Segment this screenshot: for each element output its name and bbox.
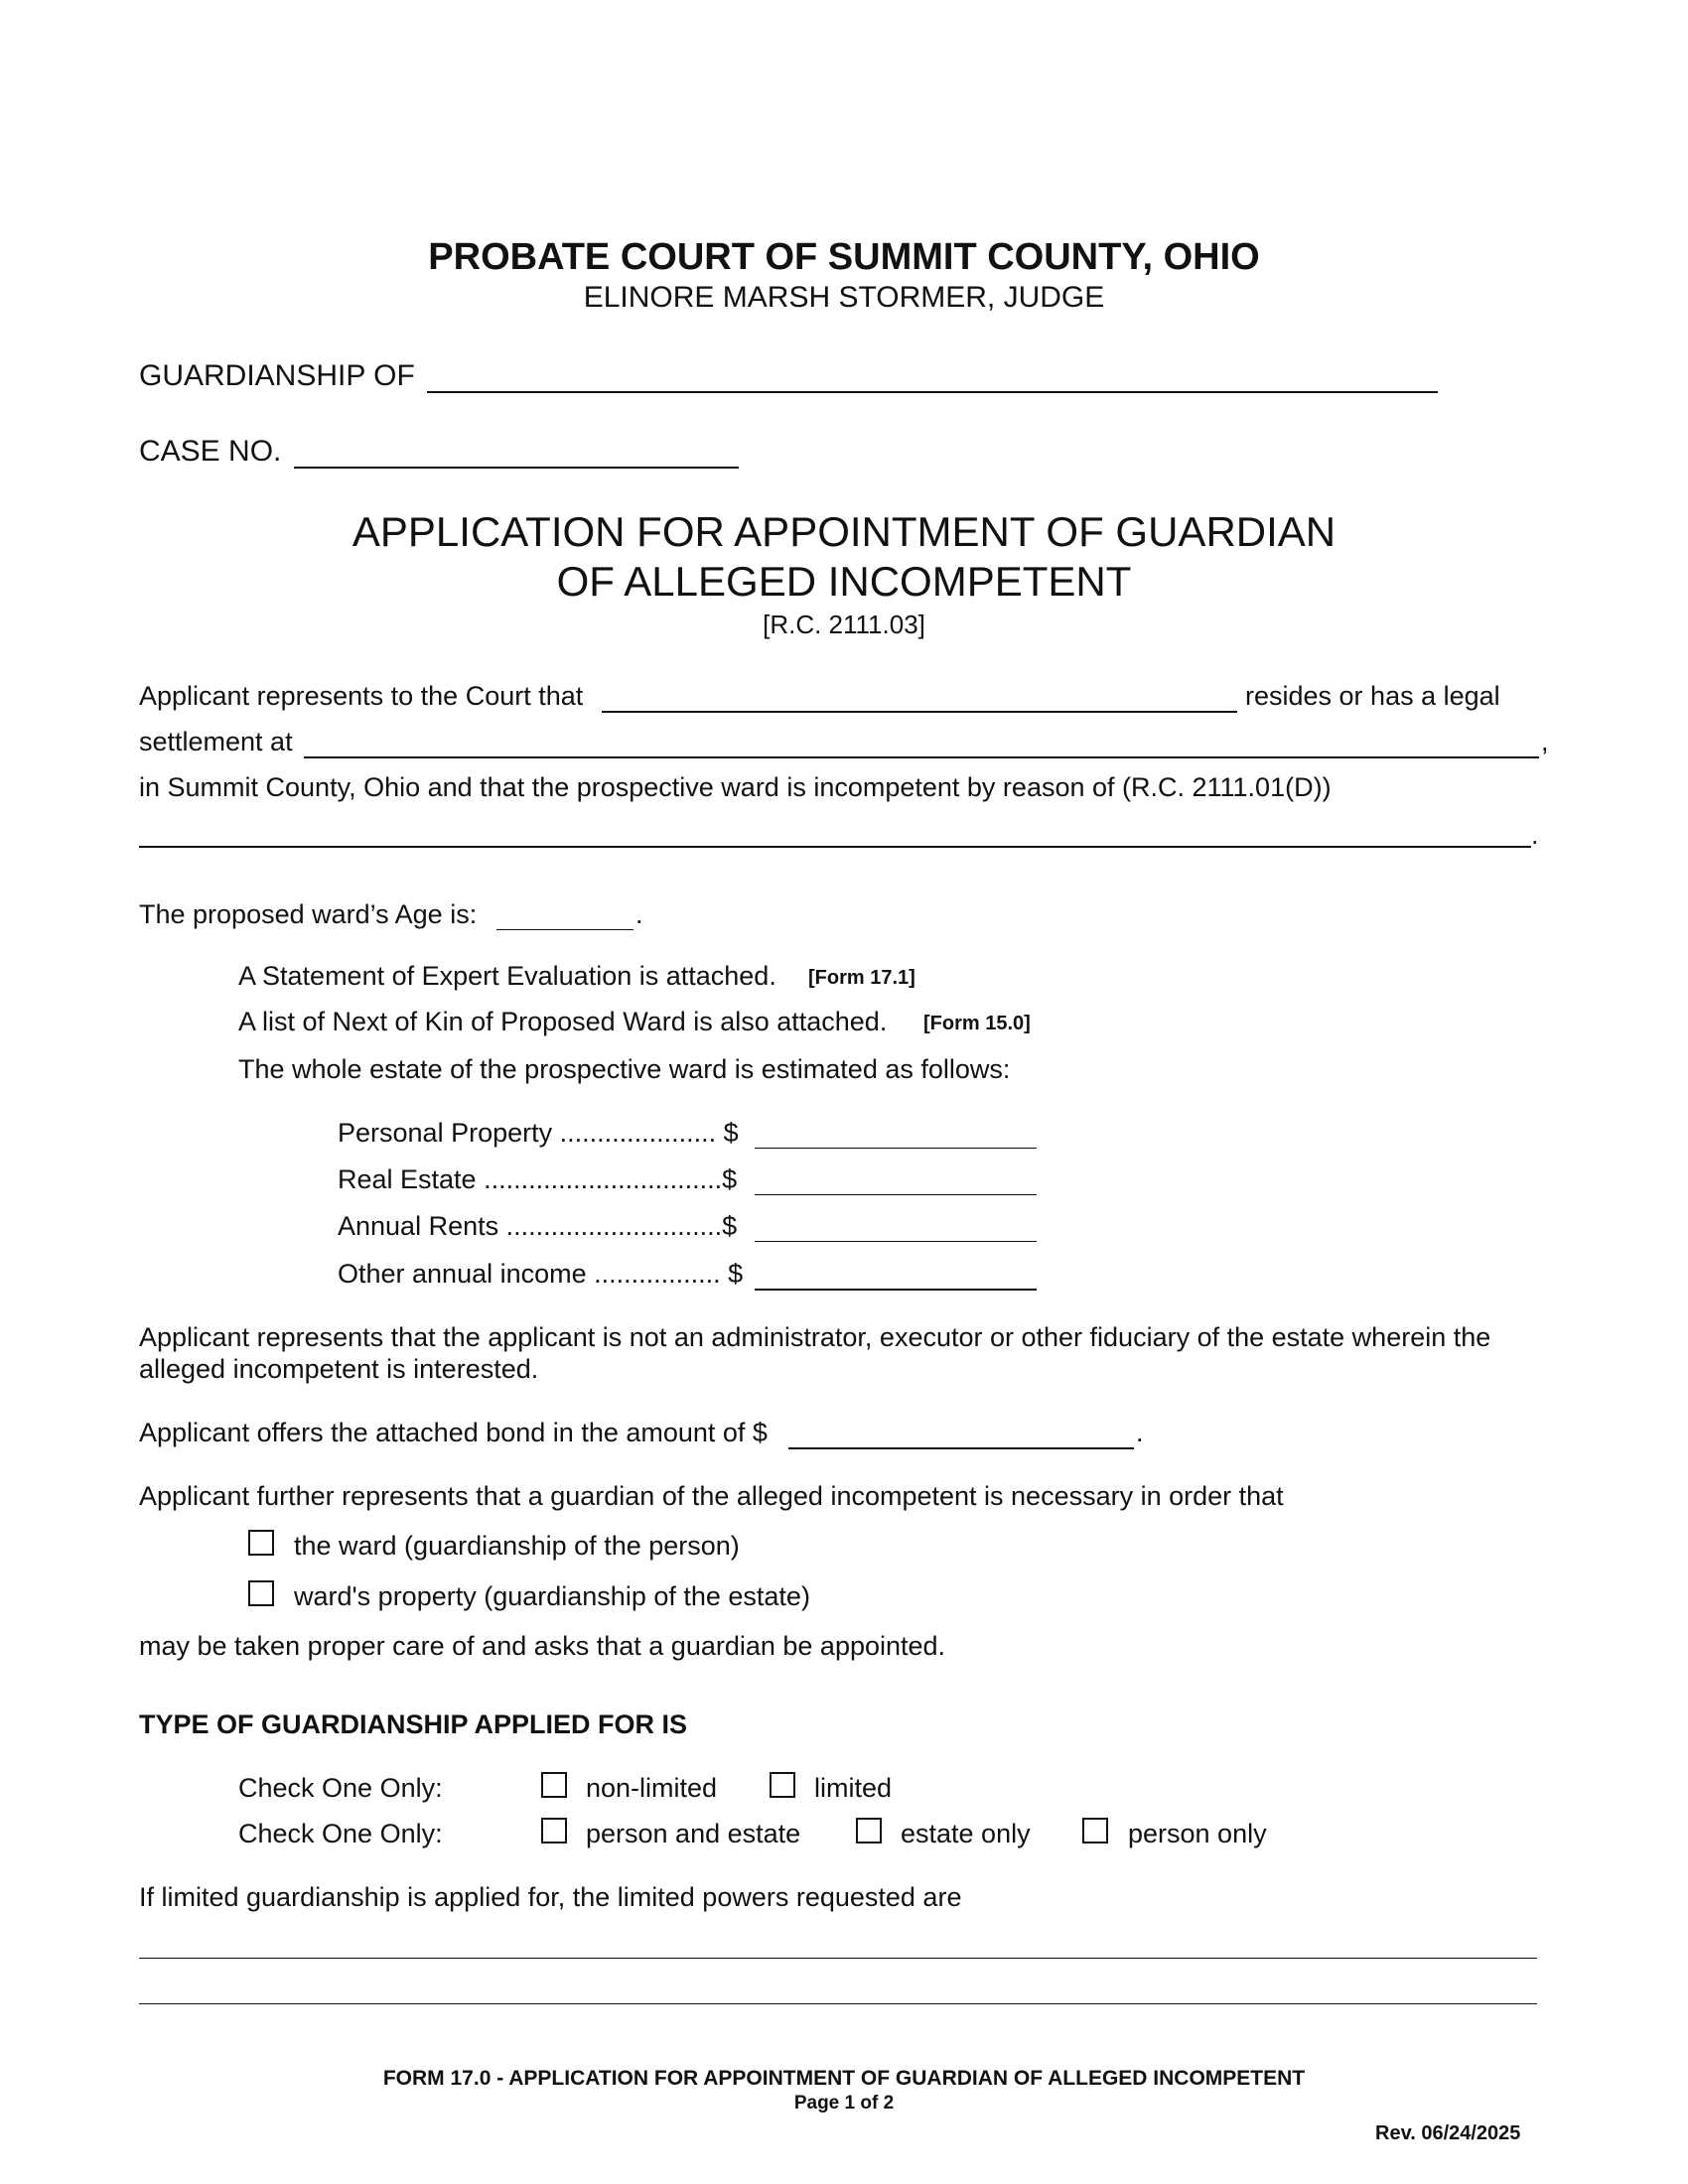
estate-other-income-input[interactable] (755, 1257, 1037, 1289)
person-and-estate-label: person and estate (586, 1819, 801, 1848)
estate-annual-rents-input[interactable] (755, 1209, 1037, 1241)
option-estate-label: ward's property (guardianship of the estate) (294, 1581, 810, 1611)
incompetence-reason-input[interactable] (139, 814, 1531, 846)
age-input[interactable] (496, 897, 633, 929)
checkbox-estate-only[interactable] (856, 1818, 882, 1843)
guardianship-of-label: GUARDIANSHIP OF (139, 359, 415, 392)
estate-personal-property-underline (755, 1148, 1037, 1149)
limited-powers-input-1[interactable] (139, 1926, 1537, 1958)
necessity-intro: Applicant further represents that a guardian of the alleged incompetent is necessary in order that (139, 1481, 1284, 1511)
footer-form-title: FORM 17.0 - APPLICATION FOR APPOINTMENT OF GUARDIAN OF ALLEGED INCOMPETENT (382, 2067, 1306, 2090)
type-row1-label: Check One Only: (238, 1773, 443, 1803)
estate-real-estate-label: Real Estate ................................$ (338, 1164, 738, 1194)
checkbox-person-only[interactable] (1082, 1818, 1108, 1843)
judge-name: ELINORE MARSH STORMER, JUDGE (583, 281, 1105, 314)
representation-line3: in Summit County, Ohio and that the prospective ward is incompetent by reason of (R.C. 2111.01(D)) (139, 772, 1332, 802)
type-heading: TYPE OF GUARDIANSHIP APPLIED FOR IS (139, 1709, 688, 1739)
incompetence-reason-underline (139, 846, 1531, 848)
form-title-line1: APPLICATION FOR APPOINTMENT OF GUARDIAN (352, 508, 1336, 555)
estate-other-income-underline (755, 1289, 1037, 1291)
bond-label: Applicant offers the attached bond in the amount of $ (139, 1418, 768, 1447)
checkbox-guardianship-person[interactable] (248, 1530, 274, 1556)
age-end: . (635, 899, 643, 929)
estate-personal-property-input[interactable] (755, 1116, 1037, 1148)
fiduciary-line2: alleged incompetent is interested. (139, 1354, 539, 1384)
estate-annual-rents-underline (755, 1241, 1037, 1242)
statute-citation: [R.C. 2111.03] (763, 610, 925, 639)
case-no-input[interactable] (294, 433, 739, 465)
case-no-underline (294, 467, 739, 469)
limited-powers-line2 (139, 2003, 1537, 2004)
case-no-label: CASE NO. (139, 435, 282, 468)
residence-name-underline (602, 711, 1237, 713)
estate-real-estate-input[interactable] (755, 1162, 1037, 1194)
guardianship-of-input[interactable] (427, 357, 1438, 389)
form-title-line2: OF ALLEGED INCOMPETENT (556, 558, 1132, 605)
limited-powers-input-2[interactable] (139, 1972, 1537, 2003)
representation-line4-end: . (1531, 820, 1539, 850)
next-of-kin-text: A list of Next of Kin of Proposed Ward is also attached. (238, 1007, 888, 1036)
estate-only-label: estate only (901, 1819, 1031, 1848)
representation-line2-start: settlement at (139, 727, 293, 756)
revision-date: Rev. 06/24/2025 (1375, 2122, 1521, 2144)
age-label: The proposed ward’s Age is: (139, 899, 478, 929)
limited-powers-line1 (139, 1958, 1537, 1959)
prospective-ward-name-input[interactable] (602, 679, 1237, 711)
estate-real-estate-underline (755, 1194, 1037, 1195)
guardianship-of-underline (427, 391, 1438, 393)
person-only-label: person only (1128, 1819, 1267, 1848)
bond-amount-underline (788, 1447, 1134, 1449)
estate-other-income-label: Other annual income ................. $ (338, 1259, 744, 1289)
age-underline (496, 929, 633, 930)
court-name: PROBATE COURT OF SUMMIT COUNTY, OHIO (428, 236, 1260, 278)
estate-annual-rents-label: Annual Rents .............................$ (338, 1211, 738, 1241)
estate-intro: The whole estate of the prospective ward is estimated as follows: (238, 1054, 1011, 1084)
representation-line1-end: resides or has a legal (1245, 681, 1500, 711)
next-of-kin-form-ref: [Form 15.0] (923, 1013, 1031, 1034)
checkbox-non-limited[interactable] (541, 1772, 567, 1798)
expert-evaluation-form-ref: [Form 17.1] (808, 967, 915, 989)
footer-page-number: Page 1 of 2 (793, 2093, 895, 2114)
representation-line2-end: , (1541, 727, 1549, 756)
fiduciary-line1: Applicant represents that the applicant is not an administrator, executor or other fiduciary of the estate wherein the (139, 1322, 1491, 1352)
checkbox-guardianship-estate[interactable] (248, 1580, 274, 1606)
settlement-address-input[interactable] (304, 725, 1539, 756)
bond-end: . (1136, 1418, 1144, 1447)
settlement-underline (304, 756, 1539, 758)
checkbox-person-and-estate[interactable] (541, 1818, 567, 1843)
estate-personal-property-label: Personal Property ..................... $ (338, 1118, 739, 1148)
checkbox-limited[interactable] (770, 1772, 795, 1798)
necessity-closing: may be taken proper care of and asks that a guardian be appointed. (139, 1631, 946, 1661)
expert-evaluation-text: A Statement of Expert Evaluation is attached. (238, 961, 776, 991)
limited-label: limited (814, 1773, 893, 1803)
representation-line1-start: Applicant represents to the Court that (139, 681, 584, 711)
limited-powers-intro: If limited guardianship is applied for, the limited powers requested are (139, 1882, 962, 1912)
option-person-label: the ward (guardianship of the person) (294, 1531, 740, 1561)
type-row2-label: Check One Only: (238, 1819, 443, 1848)
bond-amount-input[interactable] (788, 1416, 1134, 1447)
non-limited-label: non-limited (586, 1773, 718, 1803)
